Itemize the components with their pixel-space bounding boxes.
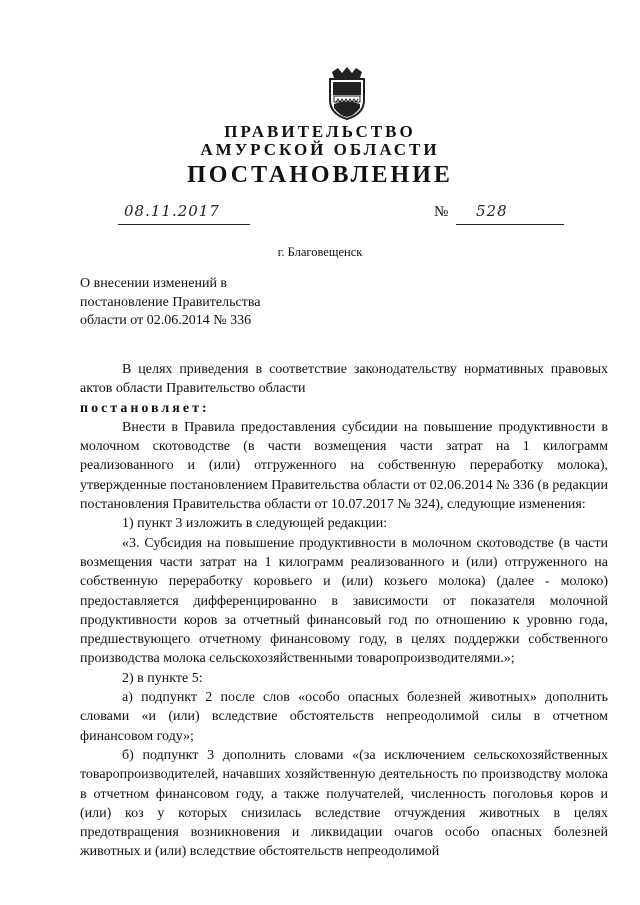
number-field: [456, 202, 564, 225]
organization-name-line1: ПРАВИТЕЛЬСТВО: [224, 122, 416, 141]
coat-of-arms-icon: [324, 66, 370, 120]
document-body: [80, 360, 608, 862]
paragraph-preamble: В целях приведения в соответствие законодательству нормативных правовых актов области Правительство области: [80, 362, 608, 397]
handwritten-number: 528: [476, 202, 508, 220]
number-sign: №: [434, 204, 449, 220]
document-type: ПОСТАНОВЛЕНИЕ: [187, 162, 453, 188]
resolves-heading: постановляет:: [80, 400, 210, 416]
paragraph-clause-3: «3. Субсидия на повышение продуктивности в молочном скотоводстве (в части возмещения части затрат на 1 килограмм реализованного и (или) отгруженного на собственную переработку коровьего и (или) козьего молока) (далее - молоко) предоставляется дифференцированно в зависимости от показателя молочной продуктивности коров за отчетный финансовый год по отношению к уровню года, предшествующего отчетному финансовому году, в целях поддержки собственного производства молока сельскохозяйственными товаропроизводителями.»;: [80, 535, 608, 667]
date-field: [118, 202, 250, 225]
city-line: г. Благовещенск: [277, 245, 363, 259]
paragraph-item-1: 1) пункт 3 изложить в следующей редакции:: [122, 516, 388, 532]
paragraph-amendments: Внести в Правила предоставления субсидии на повышение продуктивности в молочном скотоводстве (в части возмещения части затрат на 1 килограмм реализованного и (или) отгруженного на собственную переработку молока), утвержденные постановлением Правительства области от 02.06.2014 № 336 (в редакции постановления Правительства области от 10.07.2017 № 324), следующие изменения:: [80, 419, 608, 513]
subject-line: О внесении изменений в: [80, 276, 228, 291]
subject-line: постановление Правительства: [80, 294, 261, 310]
handwritten-date: 08.11.2017: [124, 202, 220, 220]
subject-line: области от 02.06.2014 № 336: [80, 313, 252, 328]
paragraph-item-2: 2) в пункте 5:: [122, 670, 203, 686]
paragraph-subitem-b: б) подпункт 3 дополнить словами «(за исключением сельскохозяйственных товаропроизводителей, начавших хозяйственную деятельность по производству молока в отчетном финансовом году, а также получателей, численность поголовья коров и (или) коз у которых снизилась вследствие отчуждения животных в целях предотвращения возникновения и ликвидации очагов особо опасных болезней животных и (или) вследствие обстоятельств непреодолимой: [80, 747, 608, 860]
organization-name-line2: АМУРСКОЙ ОБЛАСТИ: [200, 140, 440, 159]
document-subject: [80, 275, 320, 331]
paragraph-subitem-a: а) подпункт 2 после слов «особо опасных болезней животных» дополнить словами «и (или) вследствие обстоятельств непреодолимой силы в отчетном финансовом году»;: [80, 690, 608, 744]
